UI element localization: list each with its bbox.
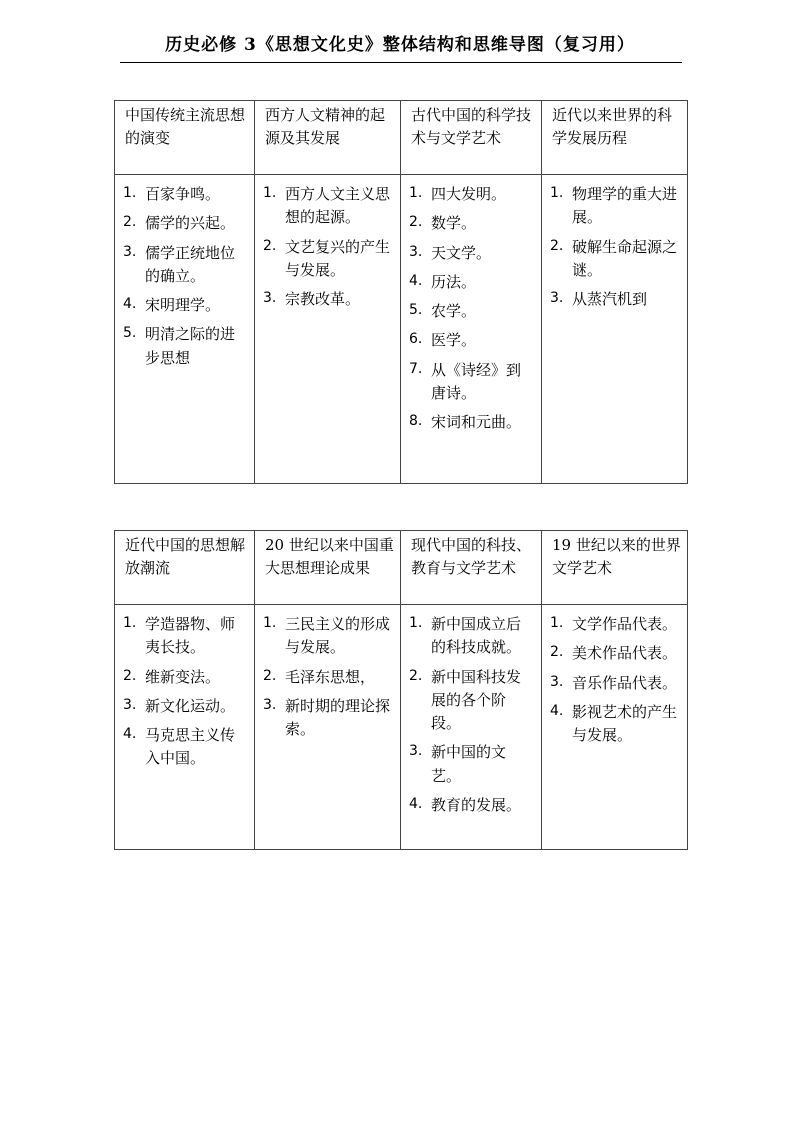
item-number: 2. [123,214,137,231]
item-number: 2. [263,667,277,684]
list-item [121,613,248,660]
table-2-content-cell [115,605,255,850]
item-number: 1. [263,615,277,631]
list-item [548,236,681,283]
item-text: 物理学的重大进展。 [572,185,678,227]
list-item [407,411,535,434]
list-item [261,236,394,283]
list-item [548,183,681,230]
item-text: 三民主义的形成与发展。 [285,615,391,657]
list-item [548,642,681,665]
topic-list [548,613,681,747]
topic-list [121,613,248,771]
item-number: 2. [409,214,423,231]
table-1-header-cell: 近代以来世界的科学发展历程 [542,101,688,175]
table-1-content-cell [542,175,688,484]
item-text: 维新变法。 [145,667,221,686]
item-text: 破解生命起源之谜。 [572,237,678,279]
item-number: 3. [550,290,564,306]
list-item [121,695,248,718]
list-item [261,288,394,311]
table-2-content-cell [255,605,401,850]
list-item [121,323,248,370]
list-item [121,183,248,206]
item-text: 新时期的理论探索。 [285,696,391,738]
table-1-header-cell: 古代中国的科学技术与文学艺术 [401,101,542,175]
item-number: 3. [409,243,423,260]
list-item [407,741,535,788]
item-text: 数学。 [431,214,477,233]
item-number: 3. [263,290,277,306]
list-item [407,183,535,206]
list-item [548,288,681,311]
item-text: 学造器物、师夷长技。 [145,615,236,657]
item-number: 2. [263,237,277,254]
list-item [548,672,681,695]
item-number: 4. [123,296,137,312]
topic-list [548,183,681,311]
item-text: 毛泽东思想， [285,667,376,686]
list-item [121,242,248,289]
item-text: 马克思主义传入中国。 [145,726,236,768]
table-1-content-cell [115,175,255,484]
item-number: 3. [409,743,423,760]
item-text: 文艺复兴的产生与发展。 [285,237,391,279]
outline-table-1 [114,100,688,484]
item-number: 8. [409,413,423,429]
item-number: 4. [409,795,423,812]
item-number: 1. [123,615,137,631]
item-text: 文学作品代表。 [572,615,678,633]
topic-list [261,613,394,741]
item-text: 明清之际的进步思想 [145,325,236,367]
list-item [121,294,248,317]
item-number: 3. [123,243,137,260]
table-2-header-cell: 近代中国的思想解放潮流 [115,531,255,605]
item-text: 新文化运动。 [145,696,236,715]
item-text: 历法。 [431,272,477,291]
list-item [121,212,248,235]
item-text: 四大发明。 [431,185,507,203]
item-text: 百家争鸣。 [145,185,221,203]
page-title: 历史必修 3《思想文化史》整体结构和思维导图（复习用） [165,35,635,55]
list-item [407,271,535,294]
item-number: 2. [550,237,564,254]
item-number: 5. [123,325,137,342]
item-text: 新中国科技发展的各个阶段。 [431,667,522,732]
item-number: 3. [550,673,564,690]
item-number: 1. [123,185,137,201]
list-item [121,724,248,771]
item-number: 1. [550,615,564,631]
list-item [261,695,394,742]
list-item [407,242,535,265]
item-text: 宋明理学。 [145,296,221,314]
item-text: 美术作品代表。 [572,644,678,663]
item-text: 宋词和元曲。 [431,413,522,431]
list-item [261,666,394,689]
topic-list [407,613,535,817]
item-number: 1. [263,185,277,201]
table-2-header-cell: 19 世纪以来的世界文学艺术 [542,531,688,605]
item-text: 医学。 [431,331,477,350]
item-number: 4. [123,726,137,742]
list-item [407,329,535,352]
table-2-header-cell: 现代中国的科技、教育与文学艺术 [401,531,542,605]
item-number: 6. [409,331,423,348]
item-number: 4. [550,702,564,719]
item-text: 宗教改革。 [285,290,361,308]
item-number: 5. [409,302,423,318]
table-2-content-cell [542,605,688,850]
item-number: 4. [409,272,423,289]
item-text: 儒学的兴起。 [145,214,236,233]
title-underline [120,62,682,63]
table-2-content-cell [401,605,542,850]
item-text: 影视艺术的产生与发展。 [572,702,678,744]
item-number: 2. [409,667,423,684]
list-item [407,613,535,660]
item-text: 从《诗经》到唐诗。 [431,360,522,402]
list-item [261,183,394,230]
table-1-content-cell [401,175,542,484]
item-number: 2. [550,644,564,661]
item-text: 教育的发展。 [431,795,522,814]
item-number: 2. [123,667,137,684]
list-item [548,701,681,748]
topic-list [121,183,248,370]
list-item [407,300,535,323]
item-text: 从蒸汽机到 [572,290,648,308]
item-text: 新中国的文艺。 [431,743,507,785]
item-text: 天文学。 [431,243,492,262]
list-item [261,613,394,660]
outline-table-2 [114,530,688,850]
item-number: 1. [409,615,423,631]
list-item [407,666,535,736]
list-item [548,613,681,636]
item-number: 1. [409,185,423,201]
table-2-header-cell: 20 世纪以来中国重大思想理论成果 [255,531,401,605]
list-item [121,666,248,689]
table-1-header-cell: 西方人文精神的起源及其发展 [255,101,401,175]
item-number: 3. [263,696,277,713]
list-item [407,212,535,235]
item-number: 7. [409,360,423,377]
table-1-content-cell [255,175,401,484]
item-text: 西方人文主义思想的起源。 [285,185,391,227]
table-1-header-cell: 中国传统主流思想的演变 [115,101,255,175]
item-number: 1. [550,185,564,201]
item-text: 新中国成立后的科技成就。 [431,615,522,657]
item-text: 儒学正统地位的确立。 [145,243,236,285]
item-number: 3. [123,696,137,713]
topic-list [261,183,394,311]
list-item [407,359,535,406]
item-text: 音乐作品代表。 [572,673,678,692]
topic-list [407,183,535,434]
item-text: 农学。 [431,302,477,320]
list-item [407,794,535,817]
